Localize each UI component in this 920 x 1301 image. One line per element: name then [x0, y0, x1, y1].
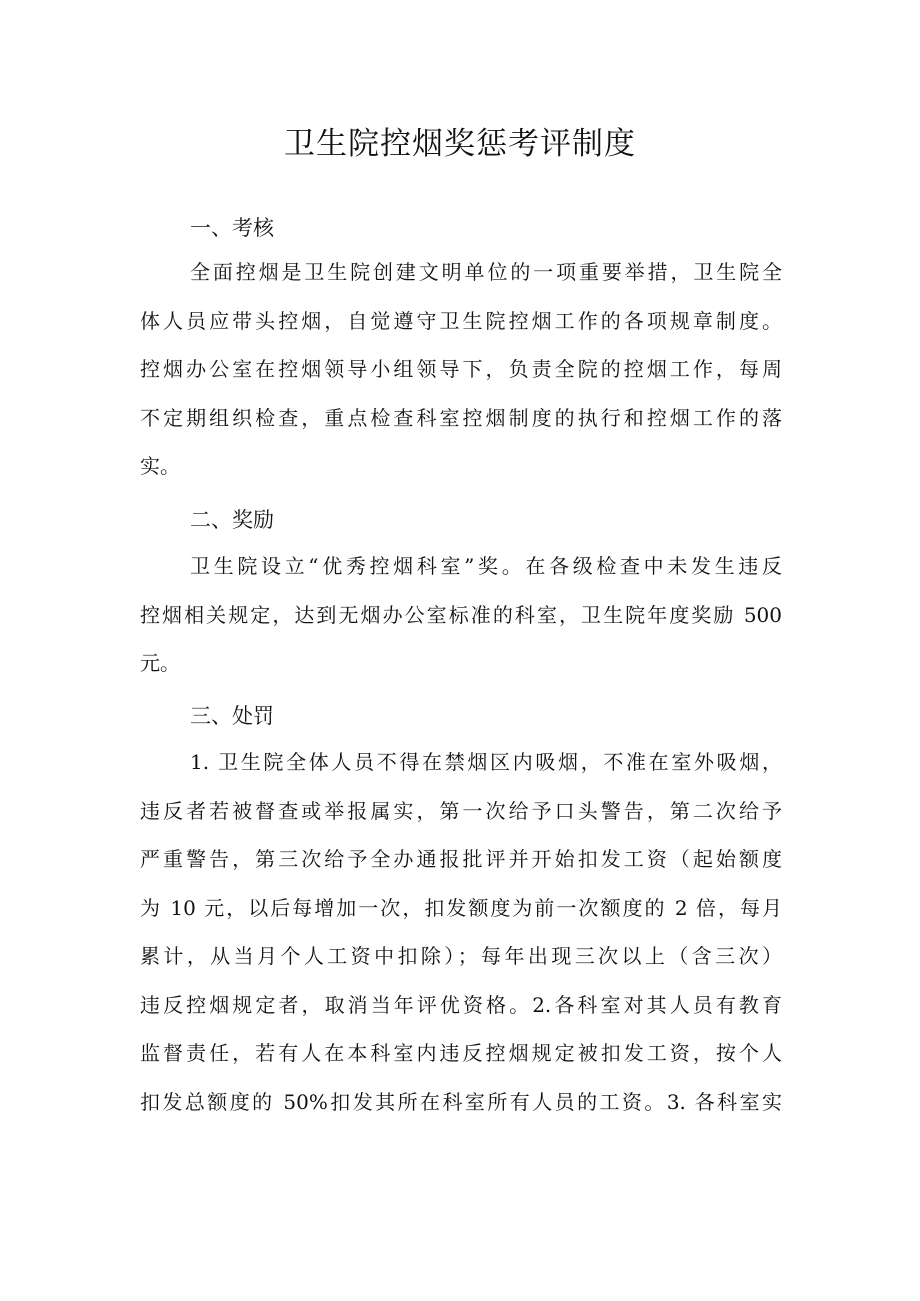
paragraph-line: 违反者若被督查或举报属实，第一次给予口头警告，第二次给予: [140, 798, 782, 823]
paragraph-line: 1. 卫生院全体人员不得在禁烟区内吸烟，不准在室外吸烟，: [190, 750, 782, 774]
section-body-assessment: [140, 248, 782, 491]
paragraph-line: 为 10 元，以后每增加一次，扣发额度为前一次额度的 2 倍，每月: [140, 895, 782, 920]
paragraph-line: 元。: [140, 651, 180, 675]
section-heading-assessment: 一、考核: [190, 216, 274, 240]
paragraph-line: 不定期组织检查，重点检查科室控烟制度的执行和控烟工作的落: [140, 405, 782, 430]
paragraph-line: 实。: [140, 454, 180, 478]
paragraph-line: 监督责任，若有人在本科室内违反控烟规定被扣发工资，按个人: [140, 1041, 782, 1065]
paragraph-line: 违反控烟规定者，取消当年评优资格。2.各科室对其人员有教育: [140, 992, 782, 1017]
paragraph-line: 卫生院设立“优秀控烟科室”奖。在各级检查中未发生违反: [190, 554, 782, 578]
paragraph-line: 全面控烟是卫生院创建文明单位的一项重要举措，卫生院全: [190, 260, 782, 284]
section-body-rewards: [140, 542, 782, 688]
paragraph-line: 扣发总额度的 50%扣发其所在科室所有人员的工资。3. 各科室实: [140, 1089, 782, 1114]
paragraph-line: 控烟相关规定，达到无烟办公室标准的科室，卫生院年度奖励 500: [140, 602, 782, 627]
paragraph-line: 严重警告，第三次给予全办通报批评并开始扣发工资（起始额度: [140, 847, 782, 871]
document-title: 卫生院控烟奖惩考评制度: [284, 126, 636, 162]
section-heading-penalties: 三、处罚: [190, 704, 274, 728]
section-heading-rewards: 二、奖励: [190, 508, 274, 532]
paragraph-line: 控烟办公室在控烟领导小组领导下，负责全院的控烟工作，每周: [140, 357, 782, 381]
paragraph-line: 累计，从当月个人工资中扣除）；每年出现三次以上（含三次）: [140, 944, 782, 968]
paragraph-line: 体人员应带头控烟，自觉遵守卫生院控烟工作的各项规章制度。: [140, 308, 782, 333]
section-body-penalties: [140, 738, 782, 1126]
